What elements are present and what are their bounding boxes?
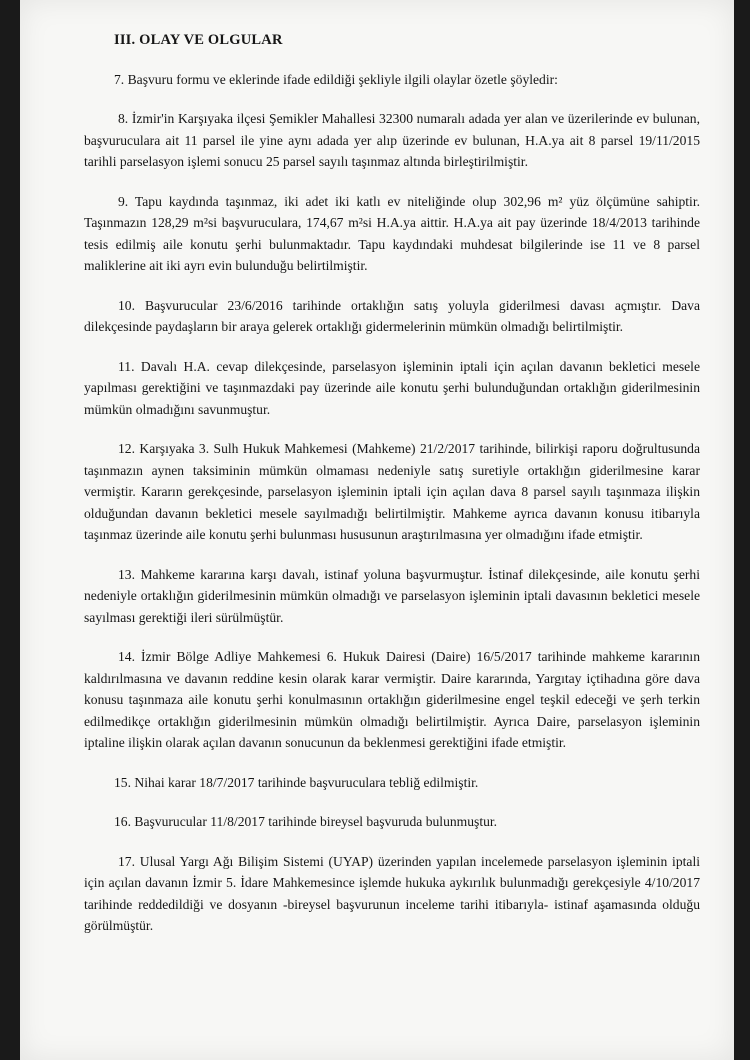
paragraph-9: 9. Tapu kaydında taşınmaz, iki adet iki katlı ev niteliğinde olup 302,96 m² yüz ölçümüne sahiptir. Taşınmazın 128,29 m²si başvuruculara, 174,67 m²si H.A.ya aittir. H.A.ya ait pay üzerinde 18/4/2013 tarihinde tesis edilmiş aile konutu şerhi bulunmaktadır. Tapu kaydındaki muhdesat bilgilerinde ise 11 ve 8 parsel maliklerine ait iki ayrı evin bulunduğu belirtilmiştir.	[84, 193, 700, 273]
paragraph-10: 10. Başvurucular 23/6/2016 tarihinde ortaklığın satış yoluyla giderilmesi davası açmıştır. Dava dilekçesinde paydaşların bir araya gelerek ortaklığı gidermelerinin mümkün olmadığı belirtilmiştir.	[84, 297, 700, 334]
paragraph-17: 17. Ulusal Yargı Ağı Bilişim Sistemi (UYAP) üzerinden yapılan incelemede parselasyon işleminin iptali için açılan davanın İzmir 5. İdare Mahkemesince işlemde hukuka aykırılık bulunmadığı gerekçesiyle 4/10/2017 tarihinde reddedildiği ve dosyanın -bireysel başvurunun inceleme tarihi itibarıyla- istinaf aşamasında olduğu görülmüştür.	[84, 853, 700, 933]
paragraph-11: 11. Davalı H.A. cevap dilekçesinde, parselasyon işleminin iptali için açılan davanın bekletici mesele yapılması gerektiğini ve taşınmazdaki pay üzerinde aile konutu şerhi bulunduğundan ortaklığın giderilmesinin mümkün olmadığını savunmuştur.	[84, 358, 700, 417]
paragraph-13: 13. Mahkeme kararına karşı davalı, istinaf yoluna başvurmuştur. İstinaf dilekçesinde, aile konutu şerhi nedeniyle ortaklığın giderilmesinin mümkün olmadığı ve parselasyon işleminin iptali davasının bekletici mesele sayılması gerektiği ileri sürülmüştür.	[84, 566, 700, 625]
paragraph-14: 14. İzmir Bölge Adliye Mahkemesi 6. Hukuk Dairesi (Daire) 16/5/2017 tarihinde mahkeme kararının kaldırılmasına ve davanın reddine kesin olarak karar vermiştir. Daire kararında, Yargıtay içtihadına göre dava konusu taşınmaza aile konutu şerhi konulmasının ortaklığın giderilmesine engel teşkil edeceği ve şerh terkin edilmedikçe ortaklığın giderilmesinin mümkün olmadığı belirtilmiştir. Ayrıca Daire, parselasyon işleminin iptaline ilişkin olarak açılan davanın sonucunun da beklenmesi gerektiğini ifade etmiştir.	[84, 649, 700, 750]
paragraph-15: 15. Nihai karar 18/7/2017 tarihinde başvuruculara tebliğ edilmiştir.	[114, 774, 479, 790]
paragraph-12: 12. Karşıyaka 3. Sulh Hukuk Mahkemesi (Mahkeme) 21/2/2017 tarihinde, bilirkişi raporu doğrultusunda taşınmazın aynen taksiminin mümkün olmaması nedeniyle satış suretiyle ortaklığın giderilmesine karar vermiştir. Kararın gerekçesinde, parselasyon işleminin iptali için açılan dava 8 parsel sayılı taşınmaza ilişkin olduğundan davanın bekletici mesele sayılmadığı belirtilmiştir. Mahkeme ayrıca davanın konusu itibarıyla taşınmaz üzerinde aile konutu şerhi bulunması hususunun araştırılmasına yer olmadığını ifade etmiştir.	[84, 441, 700, 542]
document-page	[20, 0, 734, 1060]
paragraph-8: 8. İzmir'in Karşıyaka ilçesi Şemikler Mahallesi 32300 numaralı adada yer alan ve üzerilerinde ev bulunan, başvuruculara ait 11 parsel ile yine aynı adada yer alıp üzerinde ev bulunan, H.A.ya ait 8 parsel 19/11/2015 tarihli parselasyon işlemi sonucu 25 parsel sayılı taşınmaz altında birleştirilmiştir.	[84, 111, 700, 169]
document-body	[84, 30, 700, 955]
paragraph-7: 7. Başvuru formu ve eklerinde ifade edildiği şekliyle ilgili olaylar özetle şöyledir:	[114, 71, 558, 87]
paragraph-16: 16. Başvurucular 11/8/2017 tarihinde bireysel başvuruda bulunmuştur.	[114, 814, 498, 829]
section-heading: III. OLAY VE OLGULAR	[114, 32, 283, 48]
